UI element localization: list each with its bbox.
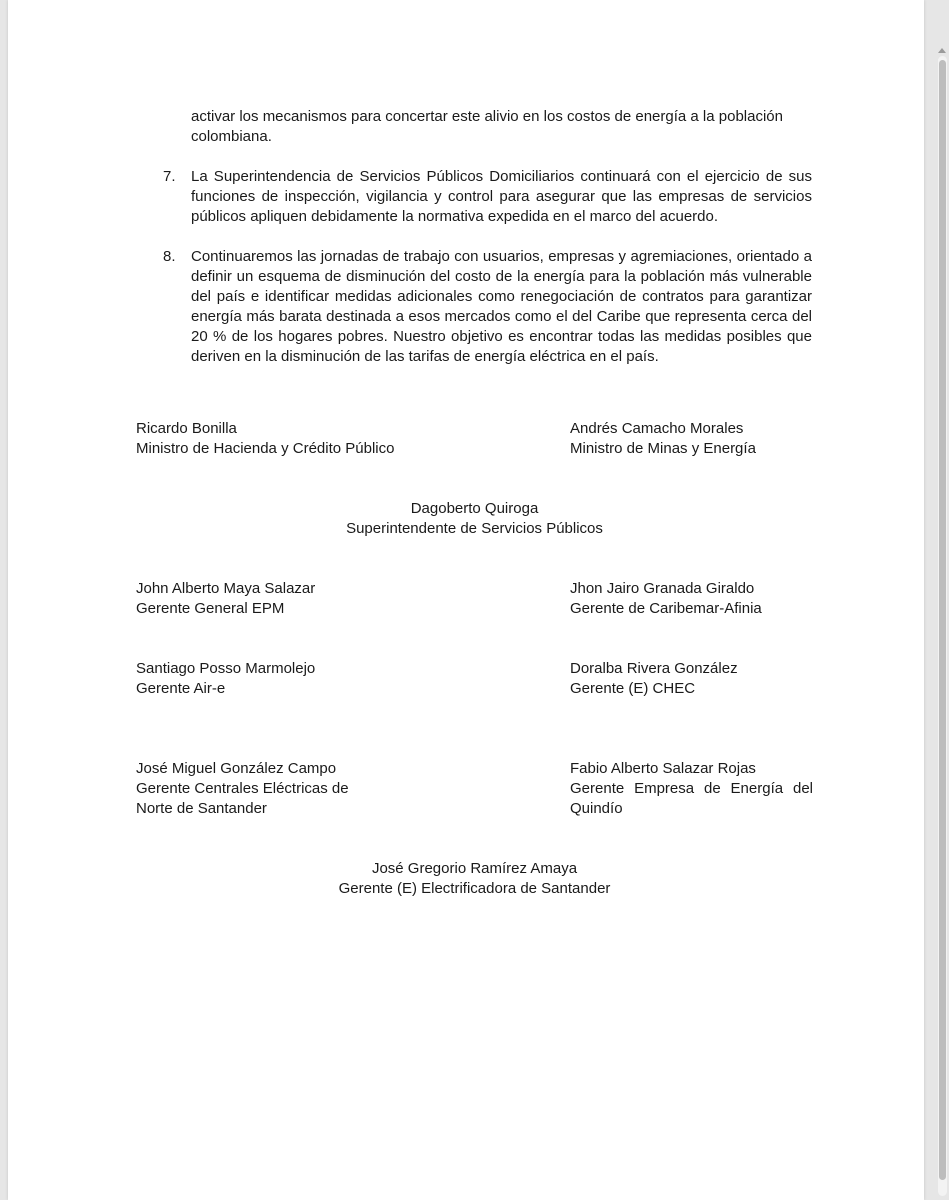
signatory-name: José Gregorio Ramírez Amaya: [371, 860, 578, 877]
signatory-title: Gerente Empresa de Energía del Quindío: [570, 780, 813, 817]
signatory-title: Gerente General EPM: [136, 600, 285, 617]
signatory-name: Ricardo Bonilla: [136, 420, 237, 437]
signatory-name: John Alberto Maya Salazar: [136, 580, 316, 597]
list-item-7-text: La Superintendencia de Servicios Públicos Domiciliarios continuará con el ejercicio de sus funciones de inspección, vigilancia y control para asegurar que las empresas de servicios públicos apliquen debidamente la normativa expedida en el marco del acuerdo.: [191, 168, 812, 225]
signatory-title: Gerente (E) Electrificadora de Santander: [338, 880, 611, 897]
signatory-title: Superintendente de Servicios Públicos: [346, 520, 603, 537]
signatory-title-line-1: Gerente Centrales Eléctricas de: [136, 780, 349, 797]
continuation-line-2: colombiana.: [191, 128, 272, 145]
signatory-title-line-2: Norte de Santander: [136, 800, 267, 817]
signatory-title: Ministro de Hacienda y Crédito Público: [136, 440, 395, 457]
signatory-name: José Miguel González Campo: [136, 760, 337, 777]
signature-gonzalez: [136, 759, 349, 819]
scroll-up-arrow-icon[interactable]: [938, 48, 946, 53]
signature-quiroga: [8, 499, 941, 539]
signatory-title: Gerente de Caribemar-Afinia: [570, 600, 762, 617]
signature-salazar: [570, 759, 813, 819]
signatory-name: Andrés Camacho Morales: [570, 420, 744, 437]
vertical-scrollbar[interactable]: [938, 56, 947, 1196]
signature-maya: [136, 579, 315, 619]
signature-granada: [570, 579, 762, 619]
signature-camacho: [570, 419, 756, 459]
signature-rivera: [570, 659, 738, 699]
scrollbar-thumb[interactable]: [939, 60, 946, 1180]
signatory-name: Santiago Posso Marmolejo: [136, 660, 316, 677]
signatory-name: Jhon Jairo Granada Giraldo: [570, 580, 755, 597]
signatory-title: Gerente (E) CHEC: [570, 680, 696, 697]
continuation-paragraph: [191, 107, 812, 147]
signatory-name: Fabio Alberto Salazar Rojas: [570, 760, 756, 777]
signatory-name: Doralba Rivera González: [570, 660, 738, 677]
list-item-7-number: 7.: [163, 168, 176, 185]
list-item-8-number: 8.: [163, 248, 176, 265]
signatory-name: Dagoberto Quiroga: [410, 500, 539, 517]
list-item-8-text: Continuaremos las jornadas de trabajo con usuarios, empresas y agremiaciones, orientado a definir un esquema de disminución del costo de la energía para la población más vulnerable del país e identificar medidas adicionales como renegociación de contratos para garantizar energía más barata destinada a esos mercados como el del Caribe que representa cerca del 20 % de los hogares pobres. Nuestro objetivo es encontrar todas las medidas posibles que deriven en la disminución de las tarifas de energía eléctrica en el país.: [191, 248, 812, 365]
signatory-title: Ministro de Minas y Energía: [570, 440, 756, 457]
signature-ramirez: [8, 859, 941, 899]
signature-posso: [136, 659, 315, 699]
document-page: [8, 0, 924, 1200]
continuation-line-1: activar los mecanismos para concertar este alivio en los costos de energía a la población: [191, 108, 783, 125]
signatory-title: Gerente Air-e: [136, 680, 226, 697]
signature-bonilla: [136, 419, 394, 459]
